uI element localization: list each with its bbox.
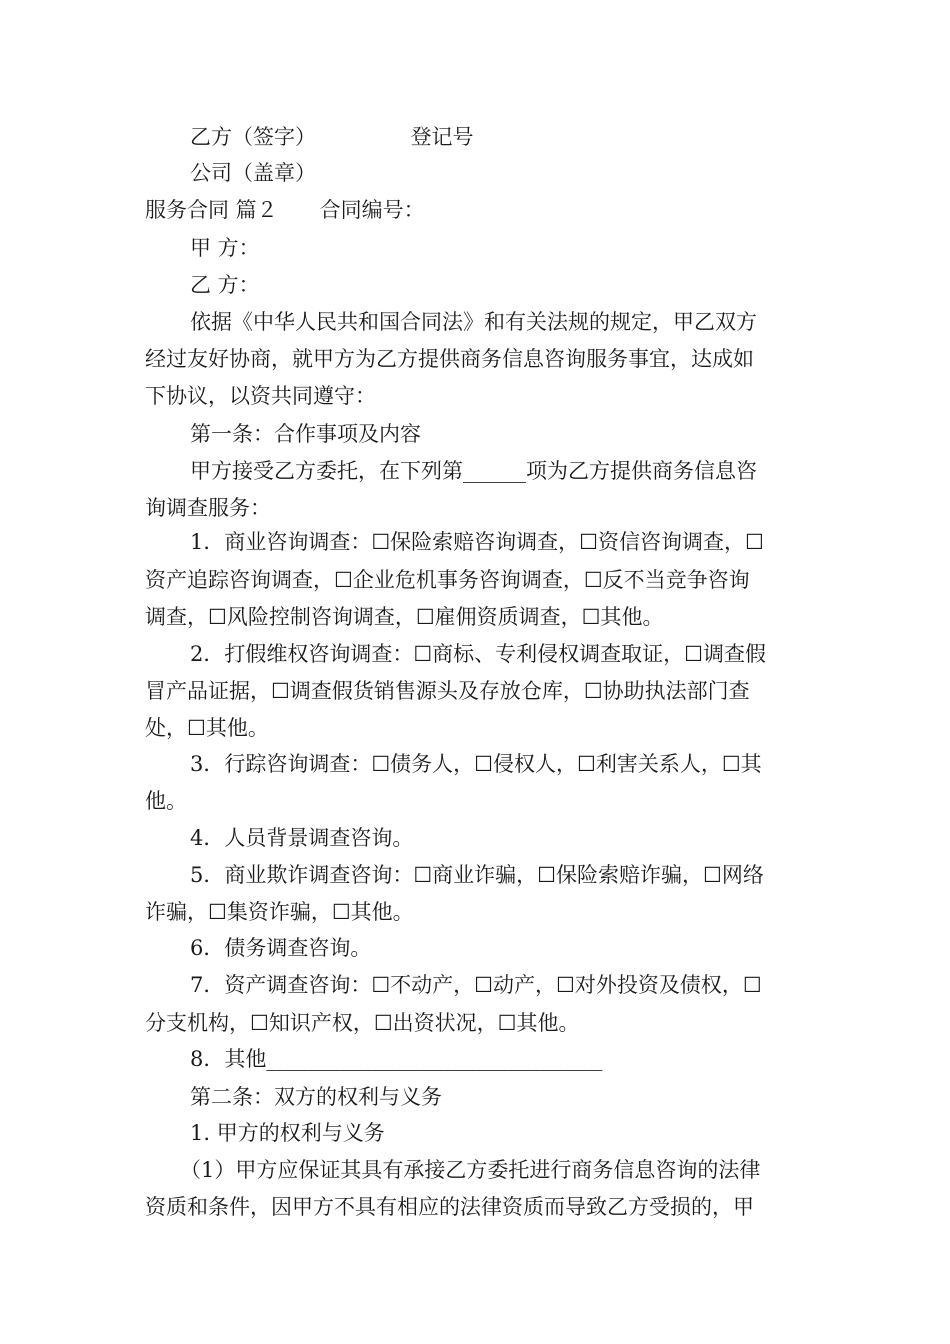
company-seal-line: 公司（盖章） <box>190 161 316 185</box>
signature-line: 乙方（签字） 登记号 <box>190 125 474 149</box>
list-item-line: 分支机构，☐知识产权，☐出资状况，☐其他。 <box>145 1011 580 1035</box>
list-item-line: 他。 <box>145 789 187 813</box>
list-item-line: 处，☐其他。 <box>145 716 269 740</box>
contract-heading: 服务合同 篇２ 合同编号： <box>145 198 425 222</box>
section-heading: 第二条：双方的权利与义务 <box>190 1085 442 1109</box>
paragraph-line: 询调查服务： <box>145 496 271 520</box>
list-item-line: 冒产品证据，☐调查假货销售源头及存放仓库，☐协助执法部门查 <box>145 679 750 703</box>
list-item-line: 8．其他________________________________ <box>190 1047 603 1071</box>
list-item-line: 7．资产调查咨询：☐不动产，☐动产，☐对外投资及债权，☐ <box>190 973 762 997</box>
party-a-line: 甲 方： <box>190 236 260 260</box>
paragraph-line: （1）甲方应保证其具有承接乙方委托进行商务信息咨询的法律 <box>180 1158 761 1182</box>
paragraph-line: 甲方接受乙方委托，在下列第______项为乙方提供商务信息咨 <box>190 459 757 483</box>
list-item-line: 6．债务调查咨询。 <box>190 936 372 960</box>
paragraph-line: 下协议，以资共同遵守： <box>145 384 376 408</box>
paragraph-line: 依据《中华人民共和国合同法》和有关法规的规定，甲乙双方 <box>190 310 757 334</box>
list-item-line: 3．行踪咨询调查：☐债务人，☐侵权人，☐利害关系人，☐其 <box>190 752 762 776</box>
list-item-line: 1．商业咨询调查：☐保险索赔咨询调查，☐资信咨询调查，☐ <box>190 530 764 554</box>
list-item-line: 4．人员背景调查咨询。 <box>190 826 414 850</box>
list-item-line: 调查，☐风险控制咨询调查，☐雇佣资质调查，☐其他。 <box>145 605 664 629</box>
list-item-line: 诈骗，☐集资诈骗，☐其他。 <box>145 900 414 924</box>
paragraph-line: 经过友好协商，就甲方为乙方提供商务信息咨询服务事宜，达成如 <box>145 347 754 371</box>
subsection-heading: 1. 甲方的权利与义务 <box>190 1121 385 1145</box>
list-item-line: 2．打假维权咨询调查：☐商标、专利侵权调查取证，☐调查假 <box>190 642 767 666</box>
list-item-line: 资产追踪咨询调查，☐企业危机事务咨询调查，☐反不当竞争咨询 <box>145 568 750 592</box>
paragraph-line: 资质和条件，因甲方不具有相应的法律资质而导致乙方受损的，甲 <box>145 1195 754 1219</box>
party-b-line: 乙 方： <box>190 273 260 297</box>
section-heading: 第一条：合作事项及内容 <box>190 422 421 446</box>
list-item-line: 5．商业欺诈调查咨询：☐商业诈骗，☐保险索赔诈骗，☐网络 <box>190 863 764 887</box>
